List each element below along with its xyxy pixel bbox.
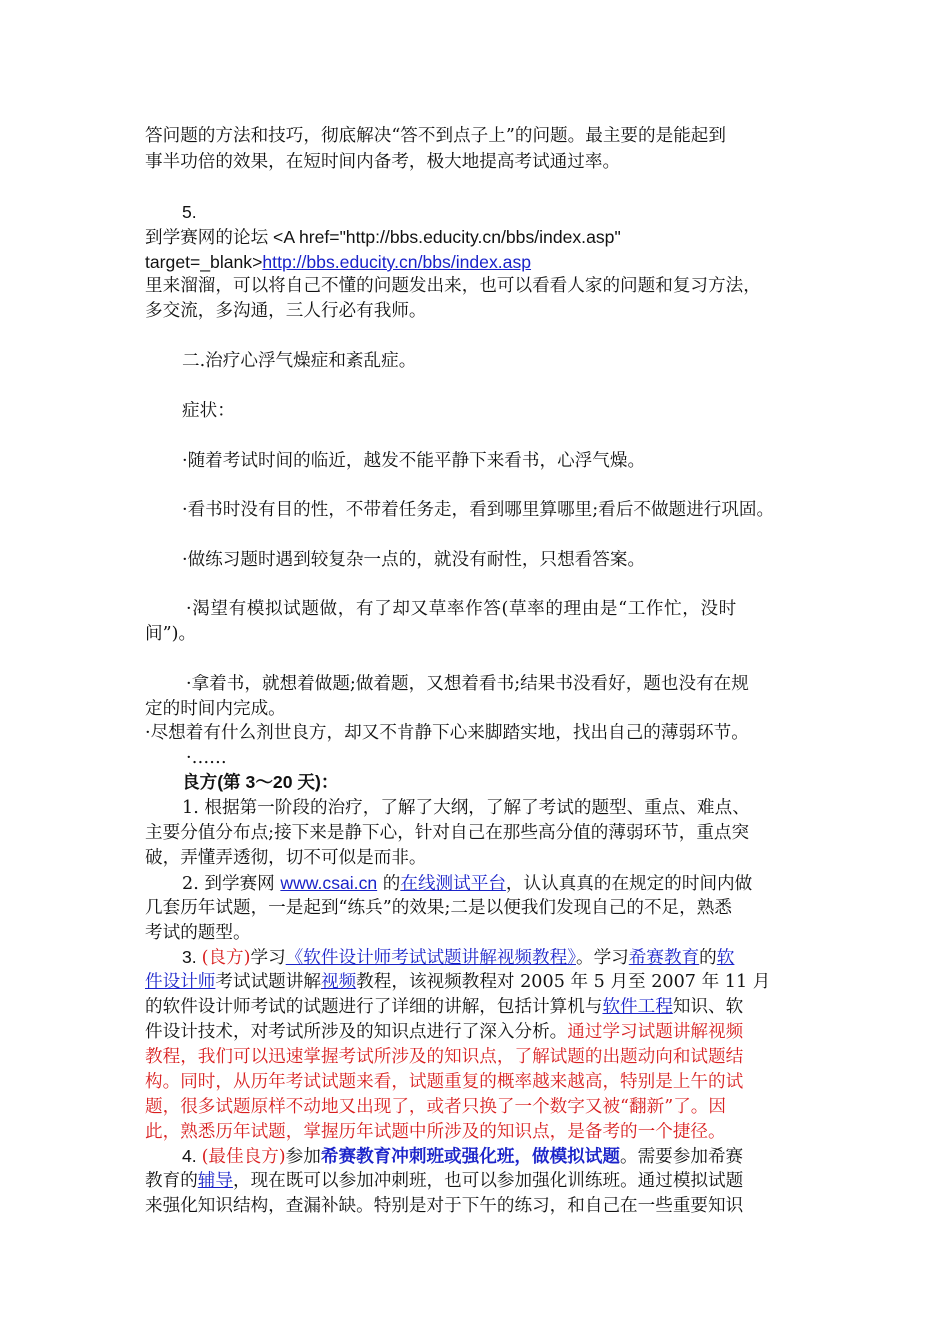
text-line: 间”)。: [145, 624, 197, 644]
text-line: [145, 1020, 743, 1044]
text-line: 事半功倍的效果，在短时间内备考，极大地提高考试通过率。: [145, 152, 621, 172]
text-span: 考试试题讲解: [215, 972, 321, 992]
text-line: 考试的题型。: [145, 923, 251, 943]
text-line: [182, 1144, 743, 1169]
text-span: 的软件设计师考试的试题进行了详细的讲解，包括计算机与: [145, 997, 603, 1017]
highlight-text: 题，很多试题原样不动地又出现了，或者只换了一个数字又被“翻新”了。因: [145, 1097, 726, 1117]
text-line: 1. 根据第一阶段的治疗，了解了大纲，了解了考试的题型、重点、难点、: [182, 798, 750, 818]
text-span: 知识、软: [672, 997, 744, 1017]
bullet-item: ·……: [186, 748, 227, 768]
text-line: 定的时间内完成。: [145, 699, 286, 719]
text-span: ，现在既可以参加冲刺班，也可以参加强化训练班。通过模拟试题: [233, 1171, 744, 1191]
csai-link[interactable]: www.csai.cn: [280, 873, 378, 893]
highlight-text: 构。同时，从历年考试试题来看，试题重复的概率越来越高，特别是上午的试: [145, 1072, 744, 1092]
software-designer-link[interactable]: 件设计师: [145, 972, 216, 992]
section-heading: 二.治疗心浮气燥症和紊乱症。: [182, 351, 417, 371]
highlight-text: 通过学习试题讲解视频: [567, 1022, 744, 1042]
bullet-item: ·看书时没有目的性，不带着任务走，看到哪里算哪里;看后不做题进行巩固。: [182, 500, 775, 520]
remedy-heading: 良方(第 3～20 天)：: [182, 772, 339, 792]
text-line: [182, 945, 734, 970]
text-span: 教育的: [145, 1171, 198, 1191]
text-span: 的: [699, 948, 717, 968]
text-span: 3.: [182, 947, 202, 967]
text-span: target=_blank>: [145, 252, 263, 272]
software-engineering-link[interactable]: 软件工程: [602, 997, 673, 1017]
text-line: 几套历年试题，一是起到“练兵”的效果;二是以便我们发现自己的不足，熟悉: [145, 898, 732, 918]
text-span: 2. 到学赛网: [182, 874, 281, 894]
emphasis-text: 希赛教育冲刺班或强化班，做模拟试题: [320, 1146, 620, 1167]
remedy-tag: (良方): [201, 948, 251, 968]
text-line: [182, 871, 752, 896]
text-span: 参加: [285, 1147, 321, 1167]
remedy-tag: (最佳良方): [201, 1147, 286, 1167]
bullet-item: ·尽想着有什么剂世良方，却又不肯静下心来脚踏实地，找出自己的薄弱环节。: [145, 723, 749, 743]
text-span: 件设计技术，对考试所涉及的知识点进行了深入分析。: [145, 1022, 568, 1042]
text-line: [145, 995, 743, 1019]
bullet-item: ·做练习题时遇到较复杂一点的，就没有耐性，只想看答案。: [182, 550, 646, 570]
highlight-text: 教程，我们可以迅速掌握考试所涉及的知识点，了解试题的出题动向和试题结: [145, 1047, 744, 1067]
text-line: [145, 250, 531, 274]
text-line: [145, 1169, 743, 1193]
bullet-item: ·随着考试时间的临近，越发不能平静下来看书，心浮气燥。: [182, 451, 646, 471]
text-line: 多交流，多沟通，三人行必有我师。: [145, 301, 427, 321]
text-span: 的: [377, 874, 401, 894]
text-line: 答问题的方法和技巧，彻底解决“答不到点子上”的问题。最主要的是能起到: [145, 126, 726, 146]
text-span: 。需要参加希赛: [619, 1147, 744, 1167]
text-line: 破，弄懂弄透彻，切不可似是而非。: [145, 848, 427, 868]
tutoring-link[interactable]: 辅导: [197, 1171, 233, 1191]
text-span: 教程，该视频教程对 2005 年 5 月至 2007 年 11 月: [356, 972, 771, 992]
text-line: 里来溜溜，可以将自己不懂的问题发出来，也可以看看人家的问题和复习方法，: [145, 276, 761, 296]
text-span: ，认认真真的在规定的时间内做: [505, 874, 753, 894]
forum-link[interactable]: http://bbs.educity.cn/bbs/index.asp: [262, 252, 532, 272]
text-line: 到学赛网的论坛 <A href="http://bbs.educity.cn/bbs/index.asp": [145, 227, 621, 247]
text-span: 4.: [182, 1146, 202, 1166]
highlight-text: 此，熟悉历年试题，掌握历年试题中所涉及的知识点，是备考的一个捷径。: [145, 1122, 726, 1142]
online-test-link[interactable]: 在线测试平台: [400, 874, 506, 894]
text-line: [145, 970, 770, 994]
software-designer-link[interactable]: 软: [716, 948, 735, 968]
video-course-link[interactable]: 《软件设计师考试试题讲解视频教程》: [285, 948, 576, 968]
item-number: 5.: [182, 202, 197, 222]
symptom-label: 症状：: [182, 401, 235, 421]
text-span: 学习: [250, 948, 286, 968]
bullet-item: ·渴望有模拟试题做，有了却又草率作答(草率的理由是“工作忙，没时: [186, 599, 737, 619]
xisai-edu-link[interactable]: 希赛教育: [628, 948, 700, 968]
video-link[interactable]: 视频: [320, 972, 357, 992]
text-line: 主要分值分布点;接下来是静下心，针对自己在那些高分值的薄弱环节，重点突: [145, 823, 750, 843]
text-span: 。学习: [575, 948, 629, 968]
bullet-item: ·拿着书，就想着做题;做着题，又想着看书;结果书没看好，题也没有在规: [186, 674, 749, 694]
text-line: 来强化知识结构，查漏补缺。特别是对于下午的练习，和自己在一些重要知识: [145, 1196, 744, 1216]
